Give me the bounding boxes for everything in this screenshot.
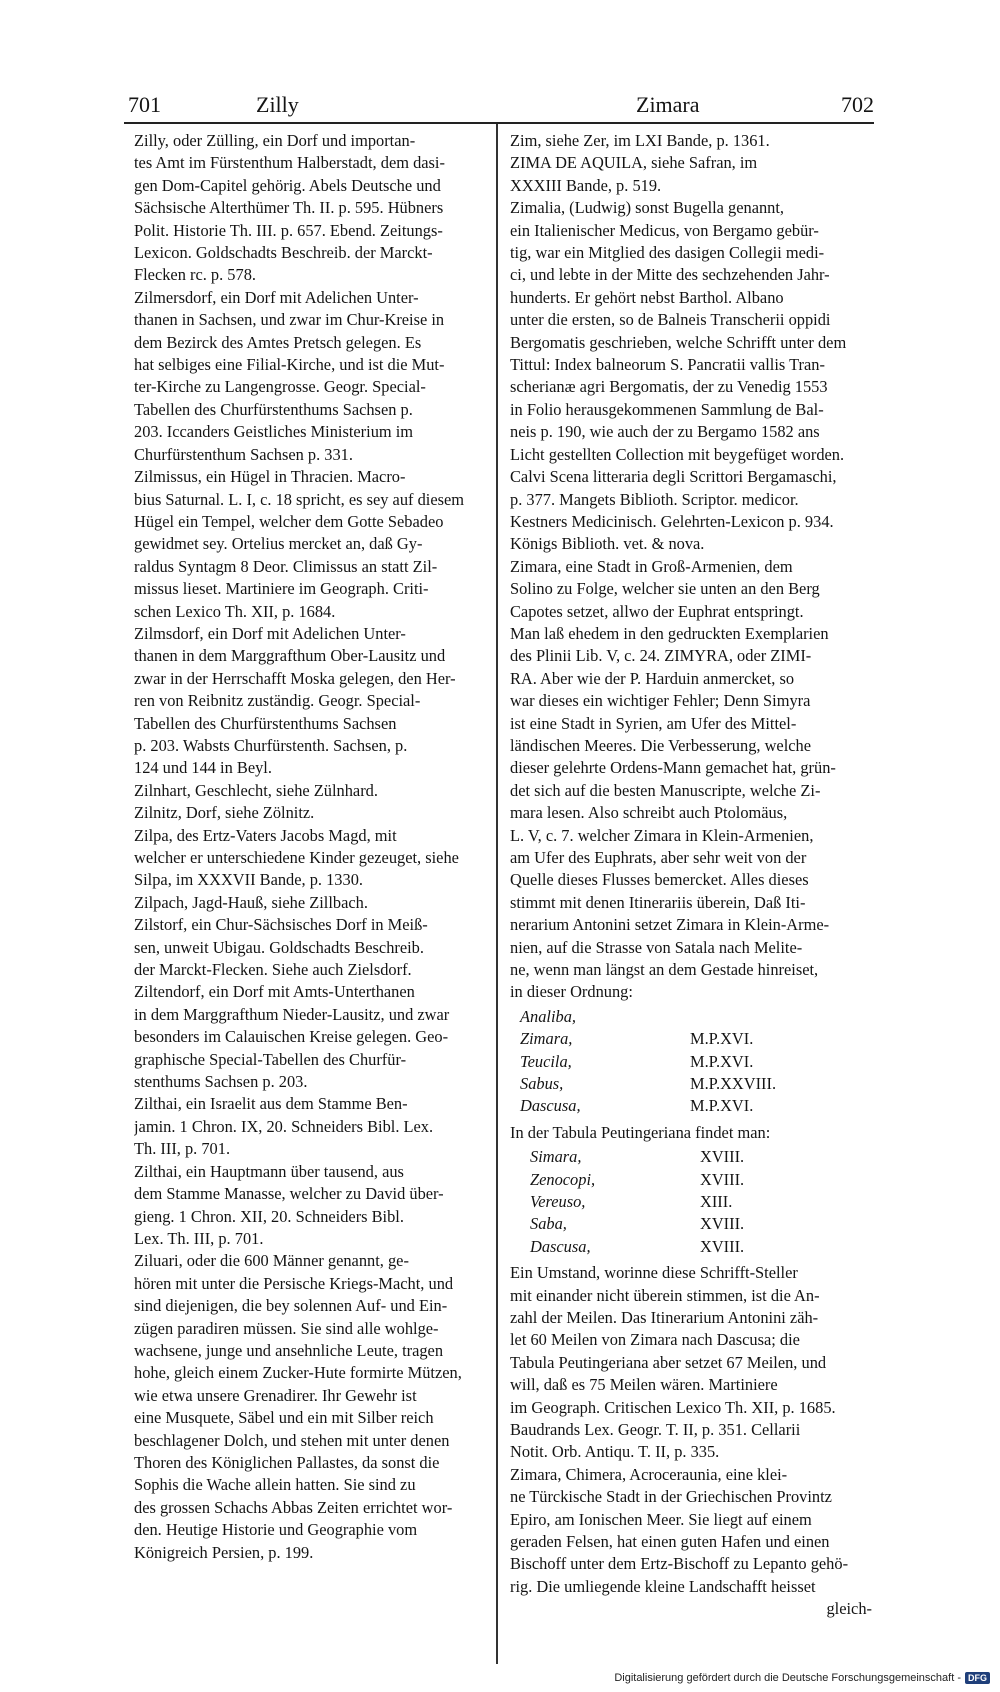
text-line: welcher er unterschiedene Kinder gezeuget, siehe [134,848,459,867]
distance: XVIII. [700,1147,745,1167]
text-line: den. Heutige Historie und Geographie vom [134,1520,418,1540]
text-line: wie etwa unsere Grenadirer. Ihr Gewehr ist [134,1385,417,1405]
dictionary-entry [134,802,490,824]
text-line: Thoren des Königlichen Pallastes, da sonst die [134,1452,440,1472]
dictionary-entry [510,197,872,556]
text-line: eine Musquete, Säbel und ein mit Silber reich [134,1408,434,1428]
right-column [510,130,872,1621]
text-line: bius Saturnal. L. I, c. 18 spricht, es sey auf diesem [134,489,465,509]
distance: XVIII. [700,1169,745,1189]
left-column [134,130,490,1564]
text-line: ZIMA DE AQUILA, siehe Safran, im [510,153,758,173]
text-line: graphische Special-Tabellen des Churfür- [134,1049,407,1069]
text-line: Calvi Scena litteraria degli Scrittori Bergamaschi, [510,467,837,487]
text-line: beschlagener Dolch, und stehen mit unter denen [134,1430,450,1450]
text-line: Quelle dieses Flusses bemercket. Alles dieses [510,870,809,890]
table-row [510,1006,872,1028]
dictionary-entry [134,1250,490,1564]
text-line: Man laß ehedem in den gedruckten Exemplarien [510,623,829,643]
text-line: der Marckt-Flecken. Siehe auch Zielsdorf. [134,960,412,980]
dictionary-entry [510,152,872,197]
text-line: Kestners Medicinisch. Gelehrten-Lexicon p. 934. [510,511,834,531]
peutinger-intro: In der Tabula Peutingeriana findet man: [510,1122,771,1142]
right-column-top [510,130,872,1004]
dictionary-entry [510,1262,872,1464]
text-line: nerarium Antonini setzet Zimara in Klein-Arme- [510,915,830,935]
text-line: zügen paradiren müssen. Sie sind alle wohlge- [134,1318,439,1338]
table-row [510,1236,872,1258]
text-line: zwar in der Herrschafft Moska gelegen, den Her- [134,668,456,688]
place-name: Saba, [530,1214,567,1234]
place-name: Teucila, [520,1051,572,1071]
place-name: Sabus, [520,1074,564,1094]
text-line: Sächsische Alterthümer Th. II. p. 595. Hübners [134,198,444,218]
running-head [128,92,874,126]
text-line: Sophis die Wache allein hatten. Sie sind zu [134,1475,416,1495]
text-line: rig. Die umliegende kleine Landschafft heisset [510,1576,816,1596]
text-line: gewidmet sey. Ortelius mercket an, daß Gy- [134,534,423,554]
text-line: stenthums Sachsen p. 203. [134,1072,308,1092]
text-line: war dieses ein wichtiger Fehler; Denn Simyra [510,691,811,711]
distance: XVIII. [700,1236,745,1256]
text-line: Zilstorf, ein Chur-Sächsisches Dorf in Meiß- [134,915,428,935]
text-line: besonders im Calauischen Kreise gelegen. Geo- [134,1027,449,1047]
place-name: Zimara, [520,1029,573,1049]
text-line: Hügel ein Tempel, welcher dem Gotte Sebadeo [134,511,444,531]
table-row [510,1146,872,1168]
text-line: Zilly, oder Zülling, ein Dorf und importan- [134,131,416,150]
text-line: Capotes setzet, allwo der Euphrat entspringt. [510,601,804,621]
text-line: nien, auf die Strasse von Satala nach Melite- [510,937,803,957]
place-name: Zenocopi, [530,1169,596,1189]
text-line: ein Italienischer Medicus, von Bergamo gebür- [510,220,819,240]
header-rule [124,122,874,124]
text-line: Notit. Orb. Antiqu. T. II, p. 335. [510,1442,720,1462]
text-line: unter die ersten, so de Balneis Transcherii oppidi [510,310,831,330]
text-line: Zimara, Chimera, Acroceraunia, eine klei- [510,1464,788,1484]
text-line: ci, und lebte in der Mitte des sechzehenden Jahr- [510,265,830,285]
dictionary-entry [510,556,872,1004]
text-line: Churfürstenthum Sachsen p. 331. [134,444,353,464]
text-line: dem Bezirck des Amtes Pretsch gelegen. Es [134,332,422,352]
text-line: ne Türckische Stadt in der Griechischen Provintz [510,1487,832,1507]
distance: XIII. [700,1191,733,1211]
text-line: Flecken rc. p. 578. [134,265,256,285]
text-line: 203. Iccanders Geistliches Ministerium im [134,422,414,442]
text-line: hören mit unter die Persische Kriegs-Macht, und [134,1273,454,1293]
dictionary-entry [134,130,490,287]
text-line: Licht gestellten Collection mit beygefüget worden. [510,444,845,464]
dictionary-entry [134,466,490,623]
table-row [510,1169,872,1191]
text-line: tes Amt im Fürstenthum Halberstadt, dem dasi- [134,153,445,173]
text-line: Ziltendorf, ein Dorf mit Amts-Unterthanen [134,982,415,1002]
text-line: Königreich Persien, p. 199. [134,1542,314,1562]
distance: M.P.XVI. [690,1051,754,1071]
distance: M.P.XXVIII. [690,1074,777,1094]
text-line: Zilpach, Jagd-Hauß, siehe Zillbach. [134,892,368,912]
text-line: jamin. 1 Chron. IX, 20. Schneiders Bibl. Lex. [134,1116,434,1136]
text-line: dieser gelehrte Ordens-Mann gemachet hat, grün- [510,758,836,778]
dictionary-entry [510,130,872,152]
text-line: stimmt mit denen Itinerariis überein, Daß Iti- [510,892,806,912]
text-line: ter-Kirche zu Langengrosse. Geogr. Special- [134,377,426,397]
text-line: des Plinii Lib. V, c. 24. ZIMYRA, oder ZIMI- [510,646,812,666]
catchword-bottom: gleich- [826,1599,872,1619]
text-line: Silpa, im XXXVII Bande, p. 1330. [134,870,363,890]
dictionary-entry [134,1161,490,1251]
text-line: Lexicon. Goldschadts Beschreib. der Marckt- [134,243,433,263]
text-line: neis p. 190, wie auch der zu Bergamo 1582 ans [510,422,820,442]
dictionary-entry [134,825,490,892]
text-line: will, daß es 75 Meilen wären. Martiniere [510,1375,778,1395]
text-line: sen, unweit Ubigau. Goldschadts Beschreib. [134,937,424,957]
text-line: geraden Felsen, hat einen guten Hafen und einen [510,1532,830,1552]
dictionary-entry [510,1464,872,1598]
text-line: in Folio herausgekommenen Sammlung de Bal- [510,399,824,419]
peutinger-table [510,1146,872,1258]
dictionary-entry [134,981,490,1093]
text-line: p. 377. Mangets Biblioth. Scriptor. medicor. [510,489,799,509]
catchword-left: Zilly [256,92,299,117]
text-line: Zilmersdorf, ein Dorf mit Adelichen Unter- [134,287,419,307]
page-number-right: 702 [841,92,874,117]
dfg-logo: DFG [965,1672,990,1684]
text-line: mit einander nicht überein stimmen, ist die An- [510,1285,820,1305]
text-line: in dem Marggrafthum Nieder-Lausitz, und zwar [134,1004,450,1024]
text-line: p. 203. Wabsts Churfürstenth. Sachsen, p. [134,735,408,755]
text-line: let 60 Meilen von Zimara nach Dascusa; die [510,1330,800,1350]
text-line: Zimalia, (Ludwig) sonst Bugella genannt, [510,198,785,218]
text-line: hohe, gleich einem Zucker-Hute formirte Mützen, [134,1363,462,1383]
text-line: schen Lexico Th. XII, p. 1684. [134,601,336,621]
dictionary-entry [134,780,490,802]
text-line: ländischen Meeres. Die Verbesserung, welche [510,735,811,755]
table-row [510,1213,872,1235]
dictionary-entry [134,892,490,914]
place-name: Vereuso, [530,1191,586,1211]
place-name: Analiba, [520,1006,576,1026]
text-line: Ein Umstand, worinne diese Schrifft-Steller [510,1263,798,1283]
distance: M.P.XVI. [690,1029,754,1049]
text-line: zahl der Meilen. Das Itinerarium Antonini zäh- [510,1307,819,1327]
text-line: Zilthai, ein Israelit aus dem Stamme Ben- [134,1094,408,1114]
text-line: Zilnhart, Geschlecht, siehe Zülnhard. [134,780,378,800]
text-line: Epiro, am Ionischen Meer. Sie liegt auf einem [510,1509,812,1529]
right-column-bottom [510,1262,872,1598]
distance [690,1006,840,1028]
text-line: Zilmsdorf, ein Dorf mit Adelichen Unter- [134,623,406,643]
text-line: det sich auf die besten Manuscripte, welche Zi- [510,780,821,800]
text-line: scherianæ agri Bergomatis, der zu Venedig 1553 [510,377,828,397]
text-line: hunderts. Er gehört nebst Barthol. Albano [510,287,784,307]
text-line: Zilmissus, ein Hügel in Thracien. Macro- [134,467,406,487]
text-line: gieng. 1 Chron. XII, 20. Schneiders Bibl. [134,1206,404,1226]
page-number-left: 701 [128,92,161,117]
text-line: mara lesen. Also schreibt auch Ptolomäus, [510,803,788,823]
dictionary-entry [134,623,490,780]
text-line: am Ufer des Euphrats, aber sehr weit von der [510,848,807,867]
text-line: wachsene, junge und ansehnliche Leute, tragen [134,1340,444,1360]
text-line: hat selbiges eine Filial-Kirche, und ist die Mut- [134,355,445,375]
text-line: Tabula Peutingeriana aber setzet 67 Meilen, und [510,1352,827,1372]
text-line: Tittul: Index balneorum S. Pancratii vallis Tran- [510,355,825,375]
table-row [510,1051,872,1073]
table-row [510,1095,872,1117]
footer [614,1672,990,1684]
column-divider [496,124,498,1664]
text-line: Solino zu Folge, welcher sie unten an den Berg [510,579,820,599]
table-row [510,1191,872,1213]
text-line: gen Dom-Capitel gehörig. Abels Deutsche und [134,175,441,195]
text-line: sind diejenigen, die bey solennen Auf- und Ein- [134,1296,448,1316]
text-line: ne, wenn man längst an dem Gestade hinreiset, [510,960,819,980]
text-line: Zimara, eine Stadt in Groß-Armenien, dem [510,556,793,576]
place-name: Dascusa, [530,1236,591,1256]
text-line: ren von Reibnitz zuständig. Geogr. Special- [134,691,421,711]
text-line: RA. Aber wie der P. Harduin anmercket, so [510,668,795,688]
text-line: tig, war ein Mitglied des dasigen Collegii medi- [510,243,825,263]
text-line: Tabellen des Churfürstenthums Sachsen p. [134,399,413,419]
distance: M.P.XVI. [690,1096,754,1116]
text-line: Tabellen des Churfürstenthums Sachsen [134,713,397,733]
dictionary-entry [134,1093,490,1160]
itinerary-table [510,1006,872,1118]
text-line: Königs Biblioth. vet. & nova. [510,534,705,554]
text-line: thanen in dem Marggrafthum Ober-Lausitz und [134,646,446,666]
text-line: dem Stamme Manasse, welcher zu David über- [134,1184,444,1204]
text-line: Bischoff unter dem Ertz-Bischoff zu Lepanto gehö- [510,1554,849,1574]
text-line: L. V, c. 7. welcher Zimara in Klein-Armenien, [510,825,814,845]
dictionary-entry [134,287,490,466]
text-line: 124 und 144 in Beyl. [134,758,272,778]
text-line: Zilthai, ein Hauptmann über tausend, aus [134,1161,404,1181]
table-row [510,1028,872,1050]
dictionary-entry [134,914,490,981]
text-line: im Geograph. Critischen Lexico Th. XII, p. 1685. [510,1397,836,1417]
text-line: Baudrands Lex. Geogr. T. II, p. 351. Cellarii [510,1420,801,1439]
distance: XVIII. [700,1214,745,1234]
text-line: Zilpa, des Ertz-Vaters Jacobs Magd, mit [134,825,397,845]
text-line: XXXIII Bande, p. 519. [510,175,662,195]
table-row [510,1073,872,1095]
text-line: Th. III, p. 701. [134,1139,231,1159]
footer-credit: Digitalisierung gefördert durch die Deutsche Forschungsgemeinschaft - [614,1672,961,1684]
text-line: Bergomatis geschrieben, welche Schrifft unter dem [510,332,847,352]
text-line: in dieser Ordnung: [510,982,633,1002]
text-line: Polit. Historie Th. III. p. 657. Ebend. Zeitungs- [134,220,443,240]
text-line: Lex. Th. III, p. 701. [134,1228,264,1248]
text-line: raldus Syntagm 8 Deor. Climissus an statt Zil- [134,556,438,576]
text-line: Zilnitz, Dorf, siehe Zölnitz. [134,803,315,823]
catchword-right: Zimara [636,92,700,117]
text-line: missus lieset. Martiniere im Geograph. Criti- [134,579,429,599]
place-name: Simara, [530,1147,582,1167]
text-line: Ziluari, oder die 600 Männer genannt, ge- [134,1251,409,1271]
text-line: ist eine Stadt in Syrien, am Ufer des Mittel- [510,713,797,733]
text-line: Zim, siehe Zer, im LXI Bande, p. 1361. [510,131,770,150]
text-line: des grossen Schachs Abbas Zeiten errichtet wor- [134,1497,453,1517]
place-name: Dascusa, [520,1096,581,1116]
text-line: thanen in Sachsen, und zwar im Chur-Kreise in [134,310,445,330]
